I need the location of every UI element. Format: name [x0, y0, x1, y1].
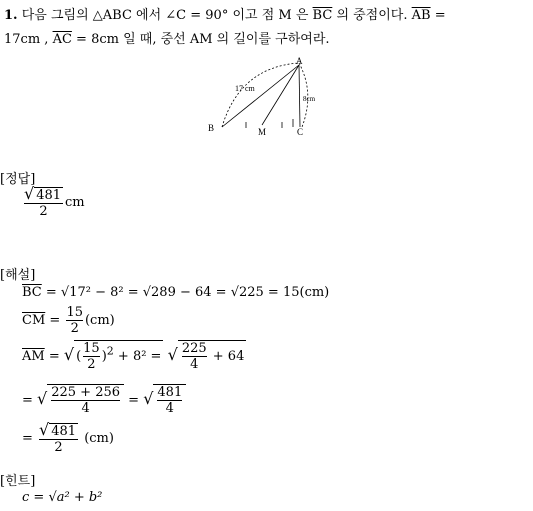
cm-denominator: 2 — [66, 320, 83, 336]
line4-numerator: 225 + 256 — [51, 385, 121, 400]
line3-plus-2: + 64 — [212, 349, 245, 364]
radical-icon: √ — [167, 345, 178, 364]
radical-icon: √ — [37, 389, 48, 408]
line3-numerator-2: 225 — [181, 341, 207, 356]
segment-bc: $\overline{BC}$ — [312, 8, 333, 23]
radical-icon: √ — [143, 389, 154, 408]
label-a: A — [296, 56, 303, 66]
hint-formula: c = √a² + b² — [22, 490, 103, 505]
inner-numerator: 15 — [83, 341, 100, 356]
solution-line-4: = √ $\frac{225 + 256}{4}$ = √ $\frac{481}{4}$ — [22, 384, 186, 416]
line5-radicand: 481 — [51, 424, 77, 439]
line4-numerator-2: 481 — [157, 385, 183, 400]
line5-numerator — [39, 422, 78, 439]
answer-fraction — [24, 186, 63, 219]
answer-denominator: 2 — [24, 203, 63, 219]
inner-fraction — [83, 341, 100, 372]
line5-fraction — [39, 422, 78, 455]
line5-unit: (cm) — [84, 431, 114, 446]
solution-segment-cm: $\overline{CM}$ — [22, 313, 46, 328]
label-c: C — [297, 127, 304, 137]
cm-unit: (cm) — [84, 313, 115, 328]
side-ab — [222, 65, 299, 127]
line3-fraction-2 — [182, 341, 207, 372]
am-radicand-2 — [178, 340, 247, 372]
label-b: B — [208, 123, 215, 133]
problem-number: 1. — [4, 8, 18, 23]
solution-segment-bc: $\overline{BC}$ — [22, 285, 42, 300]
solution-line-1 — [22, 285, 329, 300]
answer-radicand: 481 — [36, 188, 62, 203]
am-radicand: ( $\frac{15}{2}$ )$^2$ + 8² = — [76, 341, 162, 372]
problem-text-2b: = 8cm 일 때, 중선 AM 의 길이를 구하여라. — [76, 32, 330, 47]
solution-segment-am: $\overline{AM}$ — [22, 349, 45, 364]
solution-line-1-rest: = √17² − 8² = √289 − 64 = √225 = 15(cm) — [45, 285, 330, 300]
solution-line-2: $\overline{CM}$ = $\frac{15}{2}$ (cm) — [22, 305, 115, 336]
segment-ab: $\overline{AB}$ — [411, 8, 431, 23]
label-m: M — [258, 127, 267, 137]
equals-sign: = — [434, 8, 446, 23]
problem-text-1a: 다음 그림의 △ABC 에서 ∠C = 90° 이고 점 M 은 — [21, 8, 309, 23]
answer-expression — [22, 186, 85, 219]
problem-text-2a: 17cm , — [4, 32, 49, 47]
answer-unit: cm — [65, 195, 85, 210]
length-ac: 8cm — [303, 95, 316, 103]
problem-text-1b: 의 중점이다. — [336, 8, 408, 23]
cm-fraction — [66, 305, 83, 336]
problem-line-2 — [4, 28, 330, 47]
line4-radicand — [47, 384, 124, 416]
solution-line-5: = $\frac{√ 481}{2}$ (cm) — [22, 420, 114, 455]
line3-plus: + 8² = — [117, 349, 162, 364]
line5-denominator: 2 — [39, 439, 78, 455]
cm-numerator: 15 — [66, 305, 83, 320]
line4-denominator-2: 4 — [157, 400, 182, 416]
radical-icon: √ — [24, 184, 35, 203]
line4-radicand-2 — [153, 384, 186, 416]
line4-denominator: 4 — [51, 400, 120, 416]
answer-numerator — [24, 186, 63, 203]
inner-denominator: 2 — [83, 356, 100, 372]
length-ab: 17 cm — [235, 84, 255, 93]
side-ac — [299, 65, 300, 127]
hint-heading: [힌트] — [0, 474, 36, 489]
problem-line-1 — [4, 4, 446, 23]
median-am — [262, 65, 299, 125]
line4-fraction-2 — [157, 385, 182, 416]
segment-ac: $\overline{AC}$ — [52, 32, 72, 47]
solution-heading: [해설] — [0, 268, 36, 283]
answer-heading: [정답] — [0, 172, 36, 187]
line4-fraction — [51, 385, 120, 416]
solution-line-3: $\overline{AM}$ = √ ( $\frac{15}{2}$ )$^2$ + 8² = √ $\frac{225}{4}$ + 64 — [22, 341, 245, 372]
radical-icon: √ — [63, 345, 75, 364]
line3-denominator-2: 4 — [182, 356, 207, 372]
triangle-figure — [200, 55, 330, 145]
radical-icon: √ — [39, 420, 50, 439]
